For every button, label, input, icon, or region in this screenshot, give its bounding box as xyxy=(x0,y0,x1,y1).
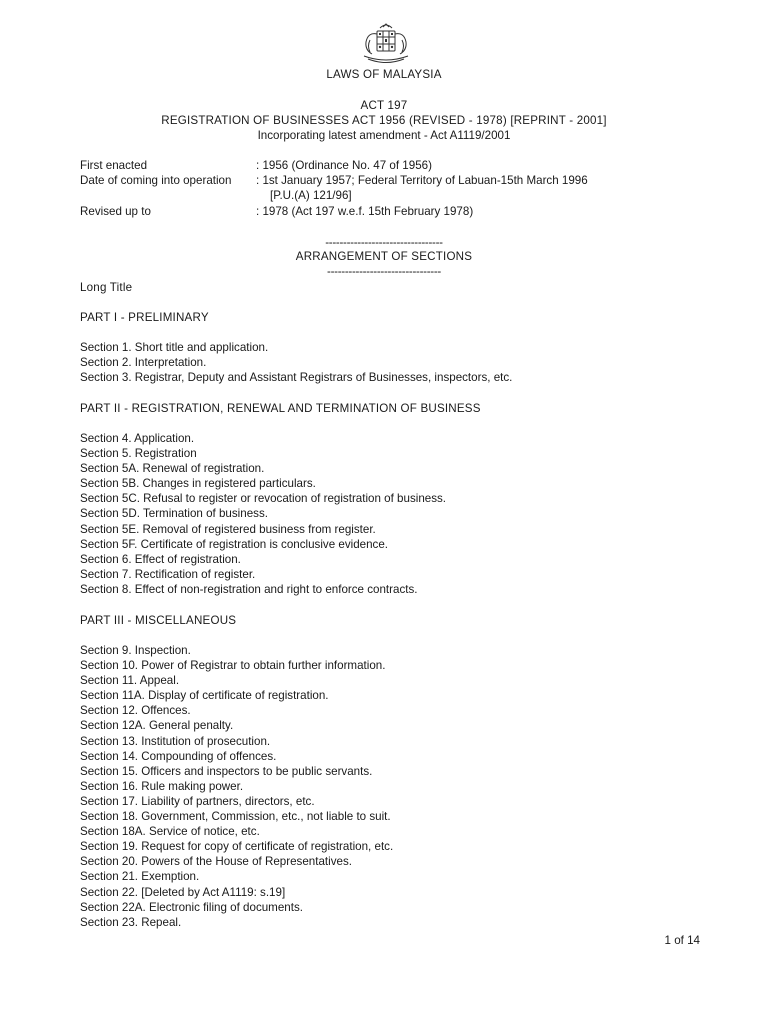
section-item[interactable]: Section 8. Effect of non-registration and right to enforce contracts. xyxy=(80,582,418,596)
section-item[interactable]: Section 5B. Changes in registered particulars. xyxy=(80,477,316,491)
section-item[interactable]: Section 5E. Removal of registered business from register. xyxy=(80,522,376,536)
section-item[interactable]: Section 5F. Certificate of registration is conclusive evidence. xyxy=(80,537,389,551)
section-item[interactable]: Section 12. Offences. xyxy=(80,704,191,718)
section-item[interactable]: Section 6. Effect of registration. xyxy=(80,552,241,566)
section-item[interactable]: Section 11. Appeal. xyxy=(80,674,180,688)
section-item[interactable]: Section 18. Government, Commission, etc., not liable to suit. xyxy=(80,810,391,824)
section-item[interactable]: Section 4. Application. xyxy=(80,432,195,445)
section-item[interactable]: Section 23. Repeal. xyxy=(80,915,182,929)
amendment-note: Incorporating latest amendment - Act A1119/2001 xyxy=(257,129,511,142)
section-item[interactable]: Section 7. Rectification of register. xyxy=(80,567,256,581)
divider-top: --------------------------------- xyxy=(325,236,443,249)
arrangement-title: ARRANGEMENT OF SECTIONS xyxy=(295,250,473,263)
act-title: REGISTRATION OF BUSINESSES ACT 1956 (REVISED - 1978) [REPRINT - 2001] xyxy=(161,114,607,127)
detail-value-first-enacted: : 1956 (Ordinance No. 47 of 1956) xyxy=(256,159,432,172)
section-item[interactable]: Section 5. Registration xyxy=(80,447,197,461)
section-item[interactable]: Section 19. Request for copy of certificate of registration, etc. xyxy=(80,840,394,854)
country-heading: LAWS OF MALAYSIA xyxy=(326,68,442,81)
page-indicator: 1 of 14 xyxy=(664,934,700,947)
part-3-section-list xyxy=(80,643,393,930)
section-item[interactable]: Section 17. Liability of partners, directors, etc. xyxy=(80,794,315,808)
detail-value-revised-up-to: : 1978 (Act 197 w.e.f. 15th February 1978) xyxy=(256,205,474,218)
detail-value-coming-into-operation: : 1st January 1957; Federal Territory of Labuan-15th March 1996 xyxy=(256,174,588,187)
section-item[interactable]: Section 10. Power of Registrar to obtain further information. xyxy=(80,659,386,673)
divider-bottom: -------------------------------- xyxy=(327,265,441,278)
detail-value-coming-into-operation-cont: [P.U.(A) 121/96] xyxy=(270,189,352,202)
section-item[interactable]: Section 1. Short title and application. xyxy=(80,341,269,354)
detail-label-revised-up-to: Revised up to xyxy=(80,205,151,218)
part-2-section-list xyxy=(80,431,446,597)
detail-label-first-enacted: First enacted xyxy=(80,159,148,172)
part-1-title[interactable]: PART I - PRELIMINARY xyxy=(80,311,209,324)
section-item[interactable]: Section 14. Compounding of offences. xyxy=(80,749,277,763)
section-item[interactable]: Section 20. Powers of the House of Representatives. xyxy=(80,855,352,869)
section-item[interactable]: Section 18A. Service of notice, etc. xyxy=(80,825,260,839)
detail-label-coming-into-operation: Date of coming into operation xyxy=(80,174,232,187)
section-item[interactable]: Section 2. Interpretation. xyxy=(80,356,207,370)
section-item[interactable]: Section 22. [Deleted by Act A1119: s.19] xyxy=(80,885,286,899)
part-1-section-list xyxy=(80,340,512,385)
section-item[interactable]: Section 11A. Display of certificate of registration. xyxy=(80,689,329,703)
section-item[interactable]: Section 16. Rule making power. xyxy=(80,779,244,793)
malaysia-coat-of-arms-icon xyxy=(358,22,414,64)
part-2-title[interactable]: PART II - REGISTRATION, RENEWAL AND TERMINATION OF BUSINESS xyxy=(80,402,481,415)
section-item[interactable]: Section 5C. Refusal to register or revocation of registration of business. xyxy=(80,492,447,506)
section-item[interactable]: Section 9. Inspection. xyxy=(80,644,191,657)
section-item[interactable]: Section 13. Institution of prosecution. xyxy=(80,734,271,748)
section-item[interactable]: Section 3. Registrar, Deputy and Assistant Registrars of Businesses, inspectors, etc. xyxy=(80,371,513,385)
section-item[interactable]: Section 5A. Renewal of registration. xyxy=(80,462,265,476)
act-number: ACT 197 xyxy=(360,99,408,112)
section-item[interactable]: Section 21. Exemption. xyxy=(80,870,200,884)
section-item[interactable]: Section 15. Officers and inspectors to be public servants. xyxy=(80,764,373,778)
part-3-title[interactable]: PART III - MISCELLANEOUS xyxy=(80,614,237,627)
long-title-link[interactable]: Long Title xyxy=(80,281,133,294)
section-item[interactable]: Section 22A. Electronic filing of documents. xyxy=(80,900,303,914)
section-item[interactable]: Section 5D. Termination of business. xyxy=(80,507,268,521)
section-item[interactable]: Section 12A. General penalty. xyxy=(80,719,234,733)
